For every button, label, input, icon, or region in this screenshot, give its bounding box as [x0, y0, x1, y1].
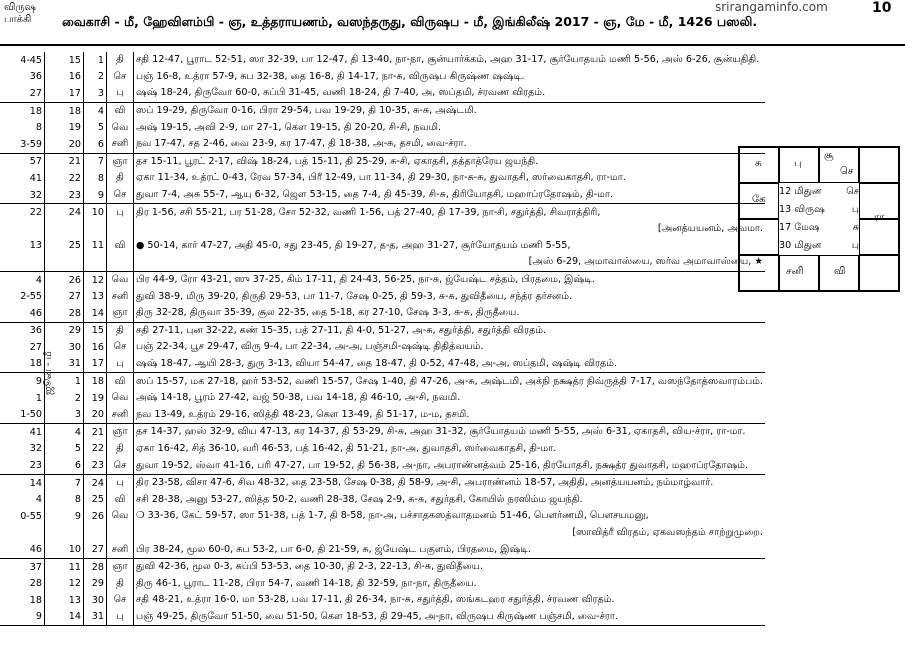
chart-planet: சூ — [824, 150, 834, 161]
chart-cell — [859, 147, 899, 183]
vakya-remainder-cell: 36 — [0, 322, 45, 339]
tamil-date-cell: 10 — [45, 541, 84, 558]
english-date-cell: 4 — [84, 102, 107, 119]
panchang-details-cell: ஸப் 15-57, மக 27-18, ஹர் 53-52, வணி 15-57, சேஷ 1-40, தி 47-26, அ-சு, அஷ்டமி, அக்நி நக்ஷத்ர நிவ்ருத்தி 7-17, வஸந்தோத்ஸவாரம்பம். — [136, 375, 763, 387]
panchang-details-cell: ஸப் 19-29, திருவோ 0-16, பிரா 29-54, பவ 19-29, தி 10-35, சு-சு, அஷ்டமி. — [136, 105, 477, 117]
weekday-cell: பு — [107, 85, 134, 102]
table-row — [0, 592, 765, 609]
tamil-date-cell: 4 — [45, 424, 84, 441]
vakya-remainder-cell: 8 — [0, 119, 45, 136]
tamil-date-cell: 9 — [45, 508, 84, 525]
vakya-remainder-cell: 3-59 — [0, 136, 45, 153]
table-row — [0, 424, 765, 441]
table-row — [0, 339, 765, 356]
vakya-remainder-cell: 4 — [0, 491, 45, 508]
weekday-cell: வெ — [107, 390, 134, 407]
panchang-details-cell: திர 1-56, சசி 55-21, பர 51-28, சோ 52-32, வணி 1-56, பத் 27-40, தி 17-39, நா-சி, சதுர்த்தி, சிவராத்திரி, — [136, 206, 601, 218]
panchang-details-cell: [அனத்யயனம், அவமா. — [657, 223, 763, 235]
weekday-cell — [107, 254, 134, 271]
table-row-continuation — [0, 254, 765, 271]
english-date-cell: 28 — [84, 558, 107, 575]
tamil-date-cell: 7 — [45, 474, 84, 491]
tamil-date-cell: 17 — [45, 85, 84, 102]
vakya-remainder-cell: 9 — [0, 609, 45, 626]
tamil-date-cell: 6 — [45, 457, 84, 474]
english-date-cell: 14 — [84, 305, 107, 322]
chart-center-abbr: பு — [851, 204, 859, 215]
chart-center-abbr: சு — [852, 222, 859, 233]
english-date-cell: 22 — [84, 441, 107, 458]
tamil-date-cell: 24 — [45, 204, 84, 221]
tamil-date-cell: 22 — [45, 170, 84, 187]
weekday-cell: வி — [107, 491, 134, 508]
panchang-details-cell: சதி 27-11, புன 32-22, கண் 15-35, பத் 27-11, தி 4-0, 51-27, அ-சு, சதுர்த்தி, சதுர்த்தி விரதம். — [136, 324, 547, 336]
weekday-cell: ஞா — [107, 558, 134, 575]
vakya-remainder-cell: 2-55 — [0, 288, 45, 305]
tamil-date-cell: 14 — [45, 609, 84, 626]
tamil-date-cell — [45, 525, 84, 542]
weekday-cell: பு — [107, 356, 134, 373]
table-row-continuation — [0, 221, 765, 238]
weekday-cell: தி — [107, 441, 134, 458]
panchang-details-cell: பஞ் 16-8, உத்ரா 57-9, சுப 32-38, தை 16-8, தி 14-17, நா-சு, விருஷப கிருஷ்ண ஷஷ்டி. — [136, 70, 525, 82]
tamil-date-cell: 16 — [45, 69, 84, 86]
english-date-cell: 19 — [84, 390, 107, 407]
panchang-details-cell: நவ 13-49, உத்ரம் 29-16, ஸித்தி 48-23, கௌ 13-49, தி 51-17, ம-ம, தசமி. — [134, 406, 766, 423]
table-row — [0, 508, 765, 525]
vakya-remainder-cell: 9 — [0, 373, 45, 390]
english-date-cell: 21 — [84, 424, 107, 441]
side-month-label: ஜூன் - மீ — [43, 351, 54, 395]
header-side-line: பாக்கி — [4, 14, 32, 25]
vakya-remainder-cell: 18 — [0, 356, 45, 373]
weekday-cell: செ — [107, 69, 134, 86]
weekday-cell: செ — [107, 457, 134, 474]
english-date-cell: 11 — [84, 238, 107, 255]
weekday-cell: வெ — [107, 271, 134, 288]
panchang-details-cell: ❍ 33-36, கேட் 59-57, ஸா 51-38, பத் 1-7, தி 8-58, நா-அ, பச்சாதகஸத்வாதமனம் 51-46, பௌர்ணமி, பௌசயமனு, — [136, 510, 649, 522]
table-row — [0, 288, 765, 305]
header-side-labels — [4, 2, 64, 26]
site-name: srirangaminfo.com — [715, 0, 828, 14]
panchang-details-cell: துவி 42-36, மூல 0-3, சுப்பி 53-53, தை 10-30, தி 2-3, 22-13, சி-சு, துவிதீயை. — [136, 561, 484, 573]
chart-planet: செ — [840, 166, 854, 177]
english-date-cell — [84, 254, 107, 271]
tamil-date-cell: 13 — [45, 592, 84, 609]
tamil-date-cell: 8 — [45, 491, 84, 508]
table-row — [0, 204, 765, 221]
chart-center — [779, 183, 859, 255]
page-header — [0, 0, 905, 46]
table-row — [0, 356, 765, 373]
weekday-cell: செ — [107, 187, 134, 204]
weekday-cell: வெ — [107, 508, 134, 525]
tamil-date-cell: 23 — [45, 187, 84, 204]
english-date-cell: 29 — [84, 575, 107, 592]
weekday-cell: தி — [107, 322, 134, 339]
panchang-details-cell: தச 14-37, ஹஸ் 32-9, விய 47-13, கர 14-37, தி 53-29, சி-சு, அஹ 31-32, சூர்யோதயம் மணி 5-55, அஸ் 6-31, ஏகாதசி, விய-ச்ரா, ரா-மா. — [136, 426, 746, 438]
english-date-cell — [84, 221, 107, 238]
chart-cell — [739, 183, 779, 219]
panchang-details-cell: அஷ் 14-18, பூரம் 27-42, வஜ் 50-38, பவ 14-18, தி 46-10, அ-சி, நவமி. — [136, 392, 461, 404]
vakya-remainder-cell — [0, 221, 45, 238]
vakya-remainder-cell — [0, 525, 45, 542]
tamil-date-cell — [45, 254, 84, 271]
tamil-date-cell: 12 — [45, 575, 84, 592]
weekday-cell: ஞா — [107, 305, 134, 322]
vakya-remainder-cell: 18 — [0, 102, 45, 119]
english-date-cell: 5 — [84, 119, 107, 136]
vakya-remainder-cell: 41 — [0, 424, 45, 441]
panchang-details-cell: துவா 19-52, ஸ்வா 41-16, பரி 47-27, பா 19-52, தி 56-38, அ-நா, அபராண்னத்வம் 25-16, திரயோதசி, நக்ஷத்ர துவாதசி, மஹாப்ரதோஷம். — [134, 457, 766, 474]
panchang-details-cell: பிர 44-9, ரோ 43-21, ஸு 37-25, கிம் 17-11, தி 24-43, 56-25, நா-சு, ஜ்யேஷ்ட சத்தம், பிரதமை, இஷ்டி. — [136, 274, 595, 286]
vakya-remainder-cell: 1-50 — [0, 406, 45, 423]
english-date-cell: 26 — [84, 508, 107, 525]
weekday-cell: பு — [107, 474, 134, 491]
tamil-date-cell — [45, 221, 84, 238]
panchang-details-cell: ● 50-14, கார் 47-27, அதி 45-0, சது 23-45, தி 19-27, த-த, அஹ 31-27, சூர்யோதயம் மணி 5-55, — [136, 239, 571, 251]
table-row — [0, 575, 765, 592]
chart-cell — [819, 147, 859, 183]
vakya-remainder-cell: 36 — [0, 69, 45, 86]
panchang-details-cell: அஷ் 19-15, அவி 2-9, மா 27-1, கௌ 19-15, தி 20-20, சி-சி, நவமி. — [136, 121, 442, 133]
chart-cell — [739, 147, 779, 183]
chart-center-row — [779, 201, 859, 219]
english-date-cell: 2 — [84, 69, 107, 86]
table-row — [0, 238, 765, 255]
english-date-cell: 10 — [84, 204, 107, 221]
vakya-remainder-cell: 27 — [0, 85, 45, 102]
english-date-cell: 27 — [84, 541, 107, 558]
weekday-cell: தி — [107, 52, 134, 69]
panchang-details-cell: ஏகா 16-42, சித் 36-10, வரி 46-53, பத் 16-42, தி 51-21, நா-அ, துவாதசி, ஸர்வைகாதசி, தி-மா. — [136, 442, 557, 454]
weekday-cell: ஞா — [107, 153, 134, 170]
tamil-date-cell: 1 — [45, 373, 84, 390]
weekday-cell: சனி — [107, 541, 134, 558]
table-row — [0, 102, 765, 119]
vakya-remainder-cell: 46 — [0, 541, 45, 558]
vakya-remainder-cell: 27 — [0, 339, 45, 356]
header-rule — [0, 44, 905, 46]
vakya-remainder-cell — [0, 254, 45, 271]
english-date-cell — [84, 525, 107, 542]
english-date-cell: 12 — [84, 271, 107, 288]
table-row — [0, 52, 765, 69]
weekday-cell: சனி — [107, 136, 134, 153]
vakya-remainder-cell: 1 — [0, 390, 45, 407]
vakya-remainder-cell: 22 — [0, 204, 45, 221]
panchang-details-cell: ஷஷ் 18-47, ஆயி 28-3, துரு 3-13, வியா 54-47, தை 18-47, தி 0-52, 47-48, அ-அ, ஸப்தமி, ஷஷ்டி விரதம். — [134, 356, 766, 373]
weekday-cell — [107, 525, 134, 542]
tamil-date-cell: 27 — [45, 288, 84, 305]
table-row — [0, 441, 765, 458]
tamil-date-cell: 25 — [45, 238, 84, 255]
weekday-cell: வெ — [107, 119, 134, 136]
vakya-remainder-cell: 32 — [0, 187, 45, 204]
table-row — [0, 271, 765, 288]
english-date-cell: 24 — [84, 474, 107, 491]
header-side-line: விருஷ — [4, 2, 36, 13]
vakya-remainder-cell: 0-55 — [0, 508, 45, 525]
tamil-date-cell: 26 — [45, 271, 84, 288]
panchang-details-cell: சதி 12-47, பூராட 52-51, ஸா 32-39, பா 12-47, தி 13-40, நா-நா, சூன்யார்க்கம், அஹ 31-17, சூர்யோதயம் மணி 5-56, அஸ் 6-26, சூன்யதிதி. — [136, 54, 760, 66]
chart-planet: சு — [755, 158, 762, 169]
vakya-remainder-cell: 28 — [0, 575, 45, 592]
planet-chart — [738, 146, 900, 292]
english-date-cell: 3 — [84, 85, 107, 102]
panchang-details-cell: ஏகா 11-34, உத்ரட் 0-43, ரேவ 57-34, பிரீ 12-49, பா 11-34, தி 29-30, நா-சு-சு, துவாதசி, ஸர்வைகாதசி, ரா-மா. — [136, 172, 626, 184]
vakya-remainder-cell: 46 — [0, 305, 45, 322]
vakya-remainder-cell: 4 — [0, 271, 45, 288]
table-row-continuation — [0, 525, 765, 542]
weekday-cell: செ — [107, 339, 134, 356]
table-row — [0, 541, 765, 558]
weekday-cell: ஞா — [107, 424, 134, 441]
weekday-cell — [107, 221, 134, 238]
english-date-cell: 6 — [84, 136, 107, 153]
tamil-date-cell: 2 — [45, 390, 84, 407]
vakya-remainder-cell: 23 — [0, 457, 45, 474]
table-row — [0, 69, 765, 86]
chart-planet: சனி — [786, 266, 804, 277]
chart-center-text: 17 மேஷ — [779, 222, 820, 233]
english-date-cell: 17 — [84, 356, 107, 373]
tamil-date-cell: 21 — [45, 153, 84, 170]
weekday-cell: பு — [107, 609, 134, 626]
page-number: 10 — [872, 0, 892, 16]
tamil-date-cell: 29 — [45, 322, 84, 339]
chart-center-row — [779, 183, 859, 201]
table-row — [0, 373, 765, 390]
weekday-cell: தி — [107, 575, 134, 592]
english-date-cell: 1 — [84, 52, 107, 69]
chart-cell — [779, 147, 819, 183]
vakya-remainder-cell: 18 — [0, 592, 45, 609]
tamil-date-cell: 31 — [45, 356, 84, 373]
english-date-cell: 18 — [84, 373, 107, 390]
english-date-cell: 23 — [84, 457, 107, 474]
weekday-cell: வி — [107, 373, 134, 390]
weekday-cell: செ — [107, 592, 134, 609]
chart-planet: பு — [794, 158, 802, 169]
panchang-details-cell: திரு 32-28, திருவா 35-39, சூல 22-35, தை 5-18, கர 27-10, சேஷ 3-3, சு-சு, திருதீயை. — [134, 305, 766, 322]
tamil-date-cell: 18 — [45, 102, 84, 119]
vakya-remainder-cell: 4-45 — [0, 52, 45, 69]
tamil-date-cell: 30 — [45, 339, 84, 356]
table-row — [0, 322, 765, 339]
page-title: வைகாசி - மீ, ஹேவிளம்பி - ஞ, உத்தராயணம், வஸந்தருது, விருஷப - மீ, இங்கிலீஷ் 2017 - ஞ, மே - மீ, 1426 பஸலி. — [62, 14, 758, 29]
english-date-cell: 31 — [84, 609, 107, 626]
weekday-cell: வி — [107, 102, 134, 119]
chart-planet: கே — [752, 194, 766, 205]
calendar-table — [0, 52, 765, 626]
panchang-details-cell: பஞ் 22-34, பூச 29-47, விரு 9-4, பா 22-34, அ-அ, பஞ்சமி-ஷஷ்டி திதித்வயம். — [136, 341, 484, 353]
panchang-details-cell: நவ 17-47, சத 2-46, வை 23-9, கர 17-47, தி 18-38, அ-சு, தசமி, வை-ச்ரா. — [134, 136, 766, 153]
table-row — [0, 457, 765, 474]
panchang-details-cell: பஞ் 49-25, திருவோ 51-50, வை 51-50, கௌ 18-53, தி 29-45, அ-நா, விருஷப கிருஷ்ண பஞ்சமி, வை-ச்ரா. — [134, 609, 766, 626]
table-row — [0, 558, 765, 575]
panchang-details-cell: திரு 46-1, பூராட 11-28, பிரா 54-7, வணி 14-18, தி 32-59, நா-நா, திருதீயை. — [136, 577, 477, 589]
chart-center-row — [779, 237, 859, 255]
vakya-remainder-cell: 32 — [0, 441, 45, 458]
weekday-cell: தி — [107, 170, 134, 187]
vakya-remainder-cell: 37 — [0, 558, 45, 575]
english-date-cell: 25 — [84, 491, 107, 508]
tamil-date-cell: 11 — [45, 558, 84, 575]
chart-planet: வி — [834, 266, 846, 277]
calendar-rows — [0, 52, 765, 626]
panchang-details-cell: [ஸாவித்ரீ விரதம், ஏகவஸந்தம் சாற்றுமுறை. — [572, 526, 763, 538]
chart-planet: ரா — [874, 212, 885, 223]
chart-cell — [779, 255, 819, 291]
english-date-cell: 8 — [84, 170, 107, 187]
chart-center-row — [779, 219, 859, 237]
vakya-remainder-cell: 13 — [0, 238, 45, 255]
english-date-cell: 7 — [84, 153, 107, 170]
tamil-date-cell: 3 — [45, 406, 84, 423]
chart-cell — [739, 255, 779, 291]
tamil-date-cell: 5 — [45, 441, 84, 458]
panchang-details-cell: சதி 48-21, உத்ரா 16-0, மா 53-28, பவ 17-11, தி 26-34, நா-சு, சதுர்த்தி, ஸங்கடஹர சதுர்த்தி, ச்ரவண விரதம். — [136, 594, 615, 606]
panchang-details-cell: துவா 7-4, அசு 55-7, ஆயு 6-32, ஜௌ 53-15, தை 7-4, தி 45-39, சி-சு, திரியோதசி, மஹாப்ரதோஷம், தி-மா. — [134, 187, 766, 204]
chart-cell — [859, 212, 899, 255]
table-row — [0, 390, 765, 407]
english-date-cell: 16 — [84, 339, 107, 356]
weekday-cell: சனி — [107, 406, 134, 423]
english-date-cell: 15 — [84, 322, 107, 339]
chart-center-text: 30 மிதுன — [779, 240, 822, 251]
panchang-details-cell: பிர 38-24, மூல 60-0, சுப 53-2, பா 6-0, தி 21-59, சு, ஜ்யேஷ்ட பகுளம், பிரதமை, இஷ்டி. — [134, 541, 766, 558]
table-row — [0, 609, 765, 626]
table-row — [0, 153, 765, 170]
panchang-details-cell: ஷஷ் 18-24, திருவோ 60-0, சுப்பி 31-45, வணி 18-24, தி 7-40, அ, ஸப்தமி, ச்ரவண விரதம். — [134, 85, 766, 102]
weekday-cell: வி — [107, 238, 134, 255]
english-date-cell: 20 — [84, 406, 107, 423]
panchang-details-cell: துவி 38-9, மிரு 39-20, திருதி 29-53, பா 11-7, சேஷ 0-25, தி 59-3, சு-சு, துவிதீயை, சந்த்ர தர்சனம். — [136, 290, 573, 302]
chart-center-text: 13 விருஷ — [779, 204, 825, 215]
chart-cell — [859, 255, 899, 291]
vakya-remainder-cell: 14 — [0, 474, 45, 491]
table-row — [0, 119, 765, 136]
table-row — [0, 85, 765, 102]
chart-cell — [739, 219, 779, 255]
tamil-date-cell: 20 — [45, 136, 84, 153]
weekday-cell: பு — [107, 204, 134, 221]
table-row — [0, 170, 765, 187]
panchang-details-cell: திர 23-58, விசா 47-6, சிவ 48-32, தை 23-58, சேஷ 0-38, தி 58-9, அ-சி, அபராண்னம் 18-57, அதிதி, அனத்யயனம், நம்மாழ்வார். — [136, 477, 714, 489]
tamil-date-cell: 28 — [45, 305, 84, 322]
english-date-cell: 9 — [84, 187, 107, 204]
tamil-date-cell: 15 — [45, 52, 84, 69]
vakya-remainder-cell: 41 — [0, 170, 45, 187]
chart-center-abbr: பு — [851, 240, 859, 251]
chart-center-abbr: செ — [846, 186, 859, 197]
table-row — [0, 491, 765, 508]
english-date-cell: 30 — [84, 592, 107, 609]
chart-center-text: 12 மிதுன — [779, 186, 822, 197]
panchang-details-cell: சசி 28-38, அனு 53-27, ஸித்த 50-2, வணி 28-38, சேஷ 2-9, சு-சு, சதுர்தசி, கோயில் நரஸிம்ம ஜயந்தி. — [136, 493, 583, 505]
panchang-details-cell: தச 15-11, பூரட் 2-17, விஷ் 18-24, பத் 15-11, தி 25-29, சு-சி, ஏகாதசி, தத்தாத்ரேய ஜயந்தி. — [136, 155, 539, 167]
chart-cell — [819, 255, 859, 291]
tamil-date-cell: 19 — [45, 119, 84, 136]
table-row — [0, 136, 765, 153]
table-row — [0, 187, 765, 204]
table-row — [0, 305, 765, 322]
vakya-remainder-cell: 57 — [0, 153, 45, 170]
english-date-cell: 13 — [84, 288, 107, 305]
table-row — [0, 406, 765, 423]
table-row — [0, 474, 765, 491]
weekday-cell: சனி — [107, 288, 134, 305]
panchang-details-cell: [அஸ் 6-29, அமாவாஸ்யை, ஸர்வ அமாவாஸ்யை, ★ — [134, 254, 766, 271]
